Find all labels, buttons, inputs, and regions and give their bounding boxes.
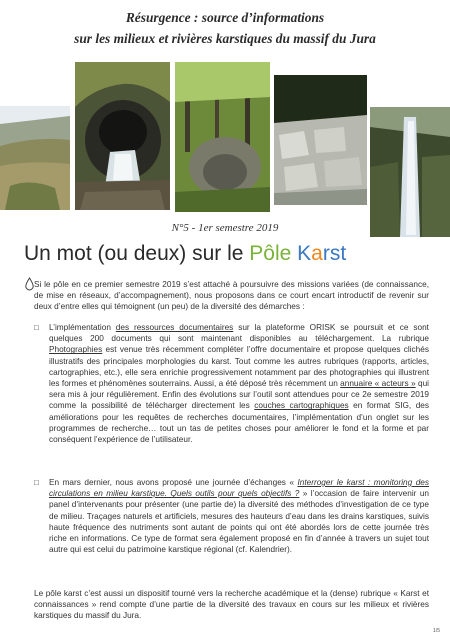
link-documentary-resources[interactable]: des ressources documentaires <box>115 323 234 332</box>
bullet-paragraph-2 <box>49 477 429 555</box>
karst-letter-t: t <box>340 242 347 265</box>
text-span: est venue très récemment compléter l’offre documentaire et propose quelques clichés illustratifs des principales morphologies du karst. Tout comme les autres rubriques (rapports, articles, cartographies, etc.), elle sera enrichie progressivement notamment par des photographies qui illustrent les formes et phénomènes souterrains. Aussi, a été déposé très récemment un <box>49 345 429 389</box>
intro-paragraph: Si le pôle en ce premier semestre 2019 s’est attaché à poursuivre des missions variées (de connaissance, de mise en réseaux, d’accompagnement), nous proposons dans ce court encart introductif de revenir sur deux d’entre elles qui témoignent (un peu) de la diversité des démarches : <box>34 280 429 312</box>
header-title-line-1: Résurgence : source d’informations <box>125 10 325 25</box>
section-title <box>24 242 346 266</box>
issue-label: N°5 - 1er semestre 2019 <box>171 222 279 234</box>
text-span: sur la plateforme ORISK se poursuit et ce sont quelques 200 documents qui sont maintenant disponibles au téléchargement. La rubrique <box>49 323 429 344</box>
bullet-paragraph-1 <box>49 322 429 445</box>
bullet-marker-1: □ <box>34 323 39 332</box>
text-span: L’implémentation <box>49 323 116 332</box>
photo-cave-spring <box>75 62 170 210</box>
link-photographies[interactable]: Photographies <box>49 345 103 355</box>
text-span: qui sera mis à jour régulièrement. Enfin des évolutions sur l’outil sont attendues pour ce 2e semestre 2019 comme la possibilité de télécharger directement les <box>49 379 430 411</box>
karst-letter-r: r <box>322 242 330 265</box>
karst-letter-k: K <box>297 242 312 265</box>
photo-limestone-pavement <box>274 75 367 205</box>
photo-waterfall <box>370 107 450 237</box>
section-title-pole: Pôle <box>249 242 298 265</box>
header-title-line-2: sur les milieux et rivières karstiques du massif du Jura <box>74 31 376 46</box>
link-monitoring-day[interactable]: Interroger le karst : monitoring des circulations en milieu karstique. Quels outils pour quels objectifs ? <box>49 478 430 499</box>
text-span: » l’occasion de faire intervenir un panel d’intervenants pour présenter (une partie de) la diversité des méthodes d’investigation de ce type de milieu. Traçages naturels et artificiels, mesures des hauteurs d’eau dans les drains karstiques, suivis haute fréquence des nutriments sont autant de points qui ont été abordés lors de cette journée très riche en informations. Ce type de format sera également proposé en fin d’année à travers un sujet tout autre qui est celui du patrimoine karstique régional (cf. Kalendrier). <box>49 489 429 555</box>
photo-forest-sinkhole <box>175 62 270 212</box>
closing-paragraph: Le pôle karst c’est aussi un dispositif tourné vers la recherche académique et la (dense) rubrique « Karst et connaissances » rend compte d’une partie de la diversité des travaux en cours sur les milieux et rivières karstiques du massif du Jura. <box>34 589 429 621</box>
section-title-prefix: Un mot (ou deux) sur le <box>24 242 250 265</box>
link-map-layers[interactable]: couches cartographiques <box>254 401 349 411</box>
page-number: 1/5 <box>433 628 440 634</box>
link-annuaire-acteurs[interactable]: annuaire « acteurs » <box>340 379 416 389</box>
bullet-marker-2: □ <box>34 478 39 487</box>
text-span: en format SIG, des améliorations pour les requêtes de recherches documentaires, l’implémentation d’un onglet sur les programmes de recherche… tout un tas de petites choses pour améliorer le fond et la forme et par conséquent l’expérience de l’utilisateur. <box>49 401 429 445</box>
karst-letter-s: s <box>329 242 341 265</box>
photo-meadow <box>0 106 70 210</box>
karst-letter-a: a <box>311 242 323 265</box>
text-span: En mars dernier, nous avons proposé une journée d’échanges « <box>49 478 298 487</box>
